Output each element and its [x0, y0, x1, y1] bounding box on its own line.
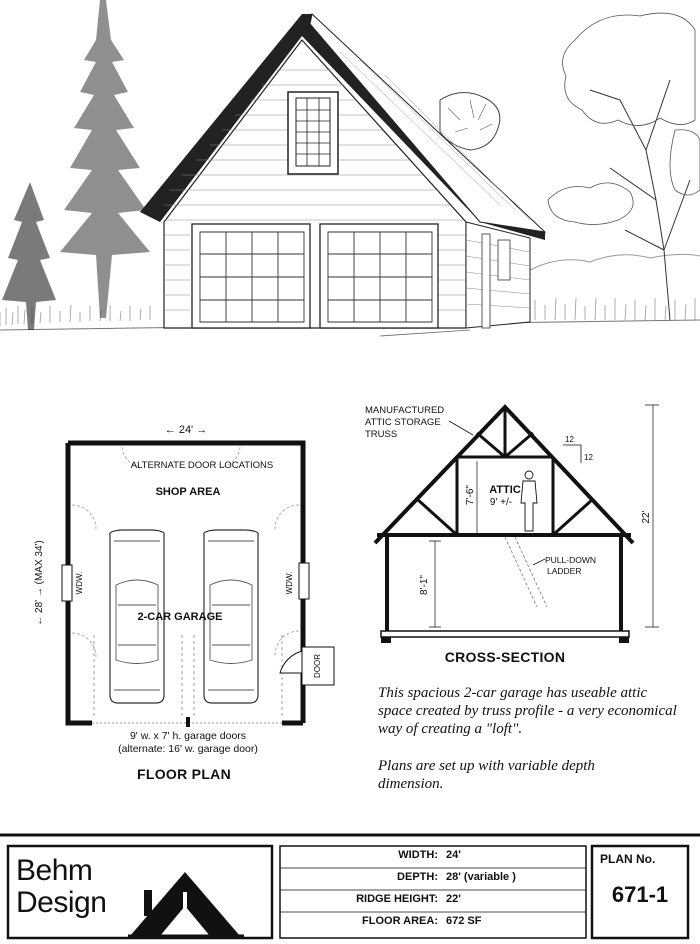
- wall-height-dimension: 8'-1": [419, 575, 430, 595]
- floor-plan-drawing: [20, 405, 350, 805]
- cross-section-drawing: [355, 395, 685, 670]
- shop-area-label: SHOP AREA: [155, 486, 221, 498]
- floor-plan-title: FLOOR PLAN: [137, 766, 231, 782]
- attic-width-dimension: 9' +/-: [489, 497, 513, 508]
- logo-text-design: Design: [16, 886, 107, 919]
- left-window-label: WDW.: [75, 571, 84, 595]
- truss-note: MANUFACTURED: [365, 405, 445, 416]
- floor-plan-depth-dimension: ← 28' → (MAX 34'): [34, 540, 45, 626]
- description-variable-depth: Plans are set up with variable depth dimension.: [378, 758, 595, 792]
- spec-floor-area: [286, 915, 584, 935]
- right-window-label: WDW.: [285, 571, 294, 595]
- spec-depth: [286, 871, 584, 891]
- pitch-run: 12: [565, 435, 574, 444]
- total-height-dimension: 22': [641, 510, 652, 524]
- title-block: [0, 832, 700, 944]
- garage-doors-alternate-note: (alternate: 16' w. garage door): [118, 743, 258, 755]
- plan-number: 671-1: [611, 882, 669, 907]
- side-door-label: DOOR: [313, 654, 322, 678]
- spec-key: DEPTH:: [397, 871, 438, 883]
- ladder-label-line2: LADDER: [547, 566, 582, 576]
- logo-text-behm: Behm: [16, 854, 93, 887]
- plan-number-label: PLAN No.: [600, 852, 656, 866]
- spec-width: [286, 849, 584, 869]
- spec-ridge-height: [286, 893, 584, 913]
- garage-doors-note: 9' w. x 7' h. garage doors: [129, 730, 247, 742]
- cross-section-title: CROSS-SECTION: [444, 649, 566, 665]
- attic-height-dimension: 7'-6": [465, 485, 476, 505]
- spec-value: 22': [446, 893, 461, 905]
- description-paragraph: This spacious 2-car garage has useable attic space created by truss profile - a very economical way of creating a "loft".: [378, 685, 677, 737]
- alternate-door-locations-label: ALTERNATE DOOR LOCATIONS: [130, 460, 274, 471]
- spec-key: FLOOR AREA:: [362, 915, 438, 927]
- attic-label: ATTIC: [489, 484, 521, 496]
- truss-note-line2: ATTIC STORAGE: [365, 417, 441, 428]
- behm-design-logo-icon: [128, 872, 244, 936]
- spec-value: 672 SF: [446, 915, 482, 927]
- truss-note-line3: TRUSS: [365, 429, 398, 440]
- spec-key: WIDTH:: [398, 849, 438, 861]
- ladder-label: PULL-DOWN: [545, 555, 597, 565]
- spec-value: 28' (variable ): [446, 871, 516, 883]
- elevation-illustration: [0, 0, 700, 345]
- pitch-rise: 12: [584, 453, 593, 462]
- spec-key: RIDGE HEIGHT:: [356, 893, 438, 905]
- two-car-garage-label: 2-CAR GARAGE: [137, 611, 223, 623]
- spec-value: 24': [446, 849, 461, 861]
- floor-plan-width-dimension: ← 24' →: [164, 424, 208, 436]
